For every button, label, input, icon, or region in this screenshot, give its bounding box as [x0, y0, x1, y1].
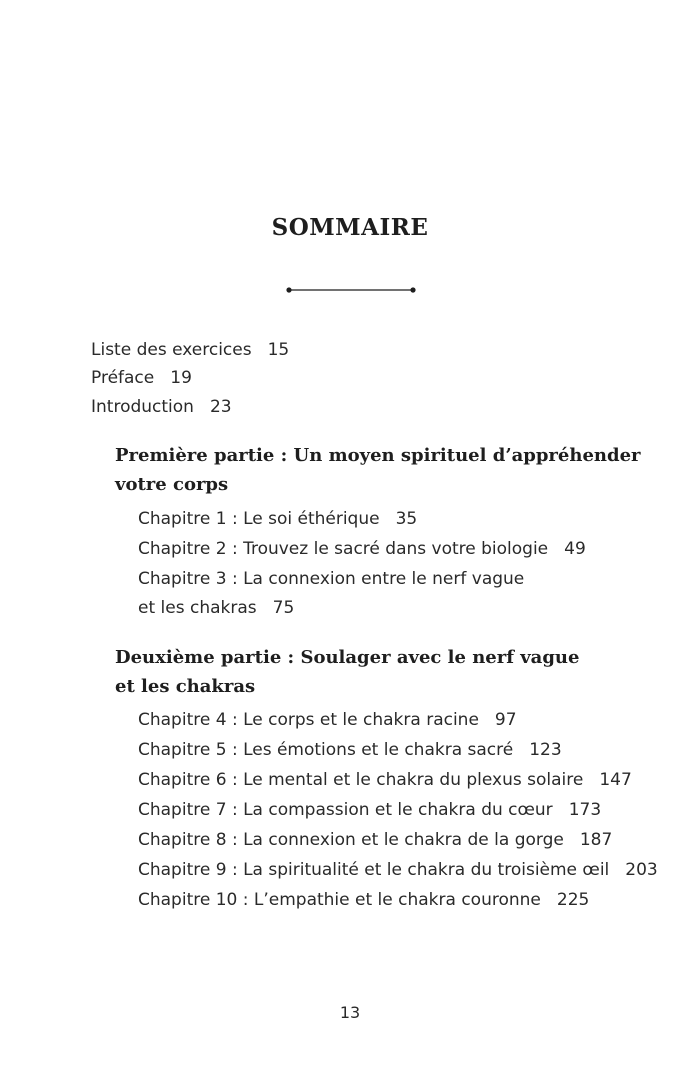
toc-entry-chapitre-6	[138, 770, 632, 790]
toc-entry-label: Chapitre 8 : La connexion et le chakra de la gorge	[138, 830, 564, 850]
toc-entry-preface	[91, 368, 192, 388]
toc-entry-chapitre-7	[138, 800, 601, 820]
toc-entry-label: Chapitre 10 : L’empathie et le chakra couronne	[138, 890, 541, 910]
toc-entry-chapitre-5	[138, 740, 562, 760]
toc-page-number: 19	[170, 368, 192, 388]
toc-page-number: 147	[599, 770, 632, 790]
toc-entry-label: Liste des exercices	[91, 340, 252, 360]
toc-page-number: 203	[625, 860, 658, 880]
toc-page-number: 49	[564, 539, 586, 559]
toc-entry-label: Chapitre 2 : Trouvez le sacré dans votre biologie	[138, 539, 549, 559]
toc-entry-label: Préface	[91, 368, 155, 388]
toc-page-number: 187	[579, 830, 613, 850]
toc-entry-label: et les chakras	[138, 598, 257, 618]
part-2-title-line-1: Deuxième partie : Soulager avec le nerf vague	[115, 647, 580, 668]
toc-page-number: 97	[494, 710, 517, 730]
toc-page-number: 225	[556, 890, 590, 910]
toc-entry-chapitre-3	[138, 569, 524, 589]
toc-entry-label: Chapitre 1 : Le soi éthérique	[138, 509, 380, 529]
toc-entry-label: Chapitre 5 : Les émotions et le chakra sacré	[138, 740, 514, 760]
toc-page-number: 75	[272, 598, 295, 618]
toc-page-number: 15	[267, 340, 290, 360]
toc-entry-chapitre-2	[138, 539, 586, 559]
toc-entry-chapitre-3-continued	[138, 598, 294, 618]
toc-page-number: 173	[568, 800, 602, 820]
toc-entry-liste-exercices	[91, 340, 289, 360]
toc-entry-chapitre-8	[138, 830, 612, 850]
toc-entry-chapitre-10	[138, 890, 589, 910]
toc-entry-label: Chapitre 7 : La compassion et le chakra du cœur	[138, 800, 553, 820]
page-number: 13	[339, 1003, 361, 1022]
toc-entry-chapitre-9	[138, 860, 658, 880]
toc-entry-label: Chapitre 4 : Le corps et le chakra racine	[138, 710, 479, 730]
toc-entry-chapitre-4	[138, 710, 517, 730]
part-1-title-line-1: Première partie : Un moyen spirituel d’appréhender	[115, 445, 641, 466]
toc-entry-chapitre-1	[138, 509, 417, 529]
toc-entry-label: Introduction	[91, 397, 194, 417]
toc-page-number: 35	[395, 509, 418, 529]
part-2-title-line-2: et les chakras	[115, 676, 256, 697]
toc-entry-label: Chapitre 3 : La connexion entre le nerf vague	[138, 569, 525, 589]
toc-entry-label: Chapitre 6 : Le mental et le chakra du plexus solaire	[138, 770, 584, 790]
title-divider-ornament	[286, 284, 416, 296]
toc-entry-introduction	[91, 397, 232, 417]
part-1-title-line-2: votre corps	[115, 474, 229, 495]
toc-page-number: 23	[209, 397, 232, 417]
toc-page-number: 123	[529, 740, 562, 760]
toc-entry-label: Chapitre 9 : La spiritualité et le chakra du troisième œil	[138, 860, 610, 880]
page-title: SOMMAIRE	[271, 214, 429, 241]
